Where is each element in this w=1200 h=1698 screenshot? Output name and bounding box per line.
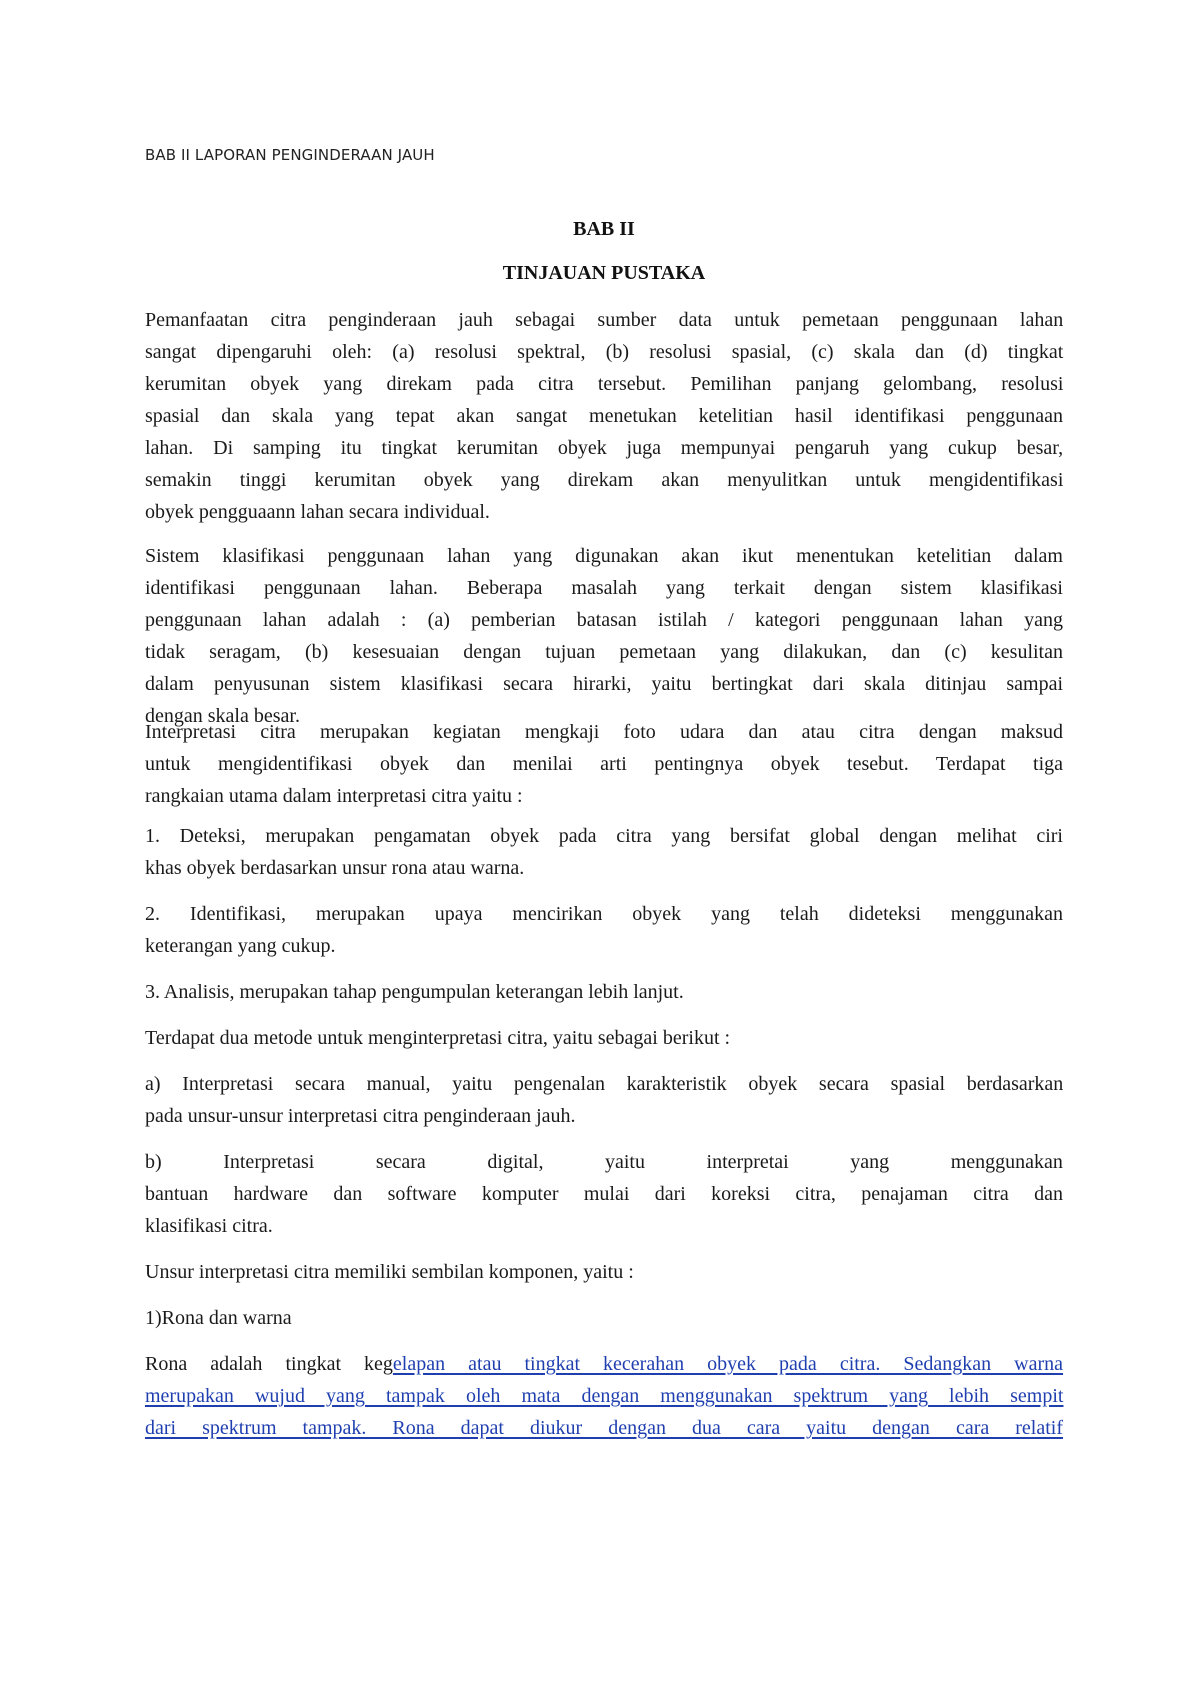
word: interpretai bbox=[706, 1151, 789, 1173]
chapter-heading: BAB II bbox=[573, 218, 635, 240]
text-line: klasifikasi citra. bbox=[145, 1215, 273, 1237]
text-line: a) Interpretasi secara manual, yaitu pengenalan karakteristik obyek secara spasial berdasarkan bbox=[145, 1073, 1064, 1095]
paragraph-sistem-klasifikasi bbox=[145, 540, 1063, 732]
word: b) bbox=[145, 1151, 162, 1173]
text-line bbox=[145, 1380, 1063, 1412]
text-line: 1. Deteksi, merupakan pengamatan obyek pada citra yang bersifat global dengan melihat ciri bbox=[145, 825, 1063, 847]
text-line: bantuan hardware dan software komputer mulai dari koreksi citra, penajaman citra dan bbox=[145, 1183, 1063, 1205]
text-line bbox=[145, 1302, 1063, 1334]
text-line: obyek pengguaann lahan secara individual. bbox=[145, 501, 490, 523]
text-line: spasial dan skala yang tepat akan sangat menetukan ketelitian hasil identifikasi penggunaan bbox=[145, 405, 1063, 427]
text-line: identifikasi penggunaan lahan. Beberapa masalah yang terkait dengan sistem klasifikasi bbox=[145, 577, 1063, 599]
text-line: Unsur interpretasi citra memiliki sembilan komponen, yaitu : bbox=[145, 1261, 634, 1283]
hyperlink-text[interactable]: dari spektrum tampak. Rona dapat diukur dengan dua cara yaitu dengan cara relatif bbox=[145, 1417, 1063, 1439]
text-line: lahan. Di samping itu tingkat kerumitan obyek juga mempunyai pengaruh yang cukup besar, bbox=[145, 437, 1064, 459]
hyperlink-text[interactable]: elapan atau tingkat kecerahan obyek pada citra. Sedangkan warna bbox=[392, 1353, 1064, 1375]
text-line: untuk mengidentifikasi obyek dan menilai arti pentingnya obyek tesebut. Terdapat tiga bbox=[145, 753, 1063, 775]
text-line: Pemanfaatan citra penginderaan jauh sebagai sumber data untuk pemetaan penggunaan lahan bbox=[145, 309, 1064, 331]
text-line bbox=[145, 1348, 1063, 1380]
hyperlink-text[interactable]: merupakan wujud yang tampak oleh mata dengan menggunakan spektrum yang lebih sempit bbox=[145, 1385, 1064, 1407]
text-line: khas obyek berdasarkan unsur rona atau warna. bbox=[145, 857, 525, 879]
element-label: Rona dan warna bbox=[161, 1307, 292, 1329]
text-line: keterangan yang cukup. bbox=[145, 935, 336, 957]
paragraph-interpretasi bbox=[145, 716, 1063, 812]
word: secara bbox=[375, 1151, 426, 1173]
text-line: sangat dipengaruhi oleh: (a) resolusi spektral, (b) resolusi spasial, (c) skala dan (d) tingkat bbox=[145, 341, 1064, 363]
text-line: Sistem klasifikasi penggunaan lahan yang digunakan akan ikut menentukan ketelitian dalam bbox=[145, 545, 1063, 567]
text-line: kerumitan obyek yang direkam pada citra tersebut. Pemilihan panjang gelombang, resolusi bbox=[145, 373, 1064, 395]
text-line: pada unsur-unsur interpretasi citra penginderaan jauh. bbox=[145, 1105, 576, 1127]
text-line: semakin tinggi kerumitan obyek yang direkam akan menyulitkan untuk mengidentifikasi bbox=[145, 469, 1064, 491]
text-line: tidak seragam, (b) kesesuaian dengan tujuan pemetaan yang dilakukan, dan (c) kesulitan bbox=[145, 641, 1063, 663]
word: yaitu bbox=[605, 1151, 645, 1173]
text-line: dalam penyusunan sistem klasifikasi secara hirarki, yaitu bertingkat dari skala ditinjau sampai bbox=[145, 673, 1064, 695]
element-rona-heading bbox=[145, 1302, 1063, 1334]
text-line: penggunaan lahan adalah : (a) pemberian batasan istilah / kategori penggunaan lahan yang bbox=[145, 609, 1064, 631]
text-line: rangkaian utama dalam interpretasi citra yaitu : bbox=[145, 785, 523, 807]
method-a bbox=[145, 1068, 1063, 1132]
list-item-identifikasi bbox=[145, 898, 1063, 962]
element-number: 1) bbox=[145, 1307, 162, 1329]
text-line: 3. Analisis, merupakan tahap pengumpulan keterangan lebih lanjut. bbox=[145, 981, 684, 1003]
paragraph-pemanfaatan bbox=[145, 304, 1063, 528]
section-title: TINJAUAN PUSTAKA bbox=[502, 262, 706, 284]
word: digital, bbox=[487, 1151, 544, 1173]
word: menggunakan bbox=[950, 1151, 1063, 1173]
paragraph-methods-intro bbox=[145, 1022, 1063, 1054]
method-b bbox=[145, 1146, 1063, 1242]
text-line: 2. Identifikasi, merupakan upaya mencirikan obyek yang telah dideteksi menggunakan bbox=[145, 903, 1063, 925]
text-line bbox=[145, 1412, 1063, 1444]
word: Interpretasi bbox=[223, 1151, 315, 1173]
list-item-deteksi bbox=[145, 820, 1063, 884]
running-header: BAB II LAPORAN PENGINDERAAN JAUH bbox=[145, 146, 435, 164]
paragraph-rona bbox=[145, 1348, 1063, 1444]
text-line bbox=[145, 1146, 1063, 1178]
list-item-analisis bbox=[145, 976, 1063, 1008]
text-line: Terdapat dua metode untuk menginterpretasi citra, yaitu sebagai berikut : bbox=[145, 1027, 731, 1049]
text-line: dengan skala besar. bbox=[145, 705, 300, 727]
paragraph-elements-intro bbox=[145, 1256, 1063, 1288]
word: yang bbox=[850, 1151, 890, 1173]
plain-text: Rona adalah tingkat keg bbox=[145, 1353, 393, 1375]
text-line: Interpretasi citra merupakan kegiatan mengkaji foto udara dan atau citra dengan maksud bbox=[145, 721, 1063, 743]
